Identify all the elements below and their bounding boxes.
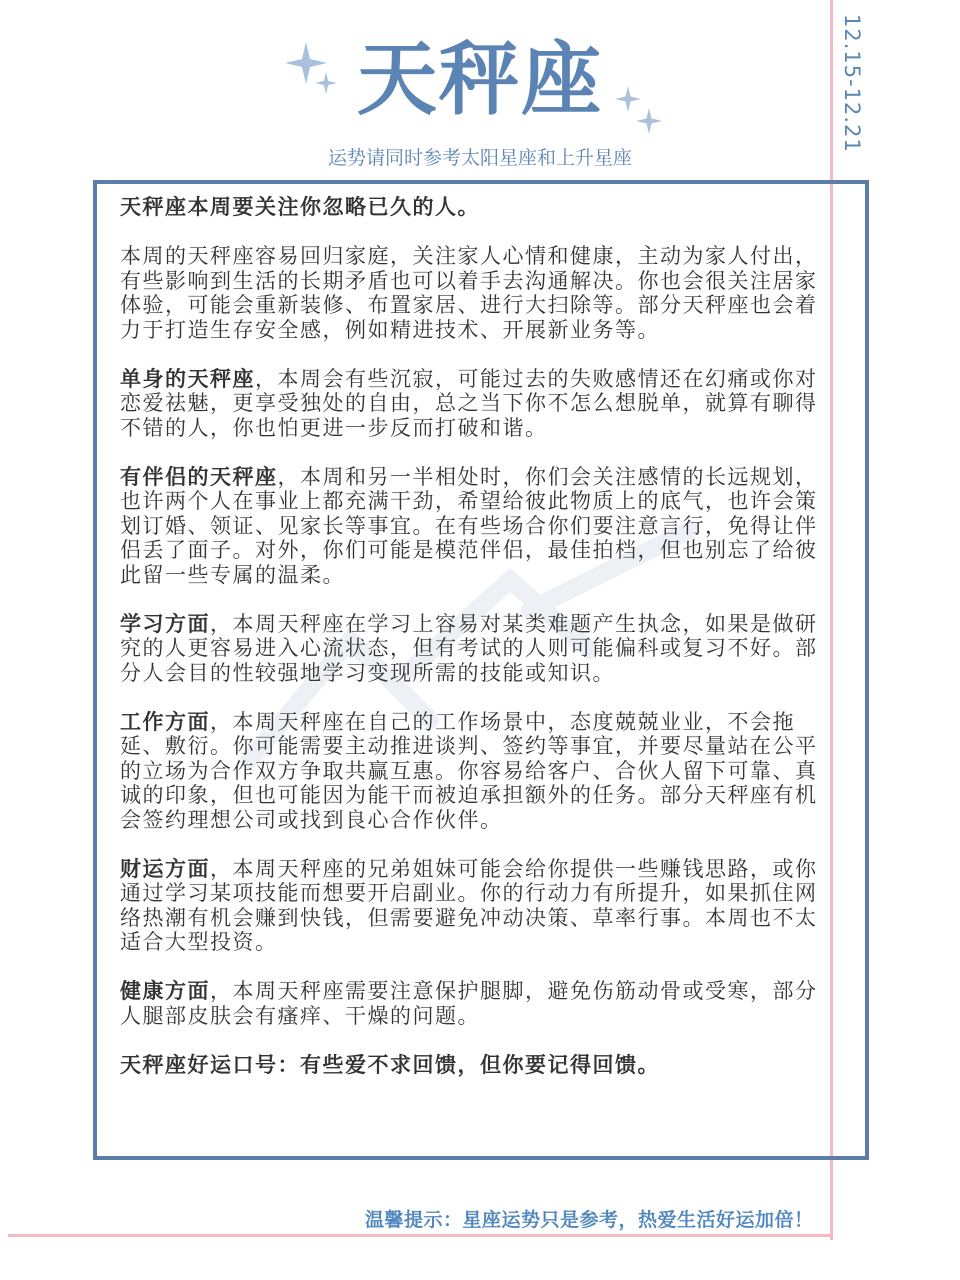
health-label: 健康方面	[120, 979, 210, 1003]
headline: 天秤座本周要关注你忽略已久的人。	[120, 195, 480, 219]
study-paragraph: 学习方面，本周天秤座在学习上容易对某类难题产生执念，如果是做研究的人更容易进入心流状态，但有考试的人则可能偏科或复习不好。部分人会目的性较强地学习变现所需的技能或知识。	[120, 611, 818, 685]
fortune-content	[120, 195, 820, 1077]
slogan: 天秤座好运口号：有些爱不求回馈，但你要记得回馈。	[120, 1052, 660, 1077]
single-label: 单身的天秤座	[120, 366, 255, 391]
single-paragraph: 单身的天秤座，本周会有些沉寂，可能过去的失败感情还在幻痛或你对恋爱祛魅，更享受独处的自由，总之当下你不怎么想脱单，就算有聊得不错的人，你也怕更进一步反而打破和谐。	[120, 366, 818, 440]
partnered-label: 有伴侣的天秤座	[120, 464, 278, 489]
partnered-paragraph: 有伴侣的天秤座，本周和另一半相处时，你们会关注感情的长远规划，也许两个人在事业上都充满干劲，希望给彼此物质上的底气，也许会策划订婚、领证、见家长等事宜。在有些场合你们要注意言行，免得让伴侣丢了面子。对外，你们可能是模范伴侣，最佳拍档，但也别忘了给彼此留一些专属的温柔。	[120, 464, 818, 587]
intro-paragraph: 本周的天秤座容易回归家庭，关注家人心情和健康，主动为家人付出，有些影响到生活的长期矛盾也可以着手去沟通解决。你也会很关注居家体验，可能会重新装修、布置家居、进行大扫除等。部分天秤座也会着力于打造生存安全感，例如精进技术、开展新业务等。	[120, 244, 818, 342]
health-paragraph: 健康方面，本周天秤座需要注意保护腿脚，避免伤筋动骨或受寒，部分人腿部皮肤会有瘙痒、干燥的问题。	[120, 979, 818, 1028]
pink-horizontal-line	[8, 1234, 833, 1237]
sparkle-icon	[636, 108, 662, 134]
wealth-label: 财运方面	[120, 856, 210, 881]
subtitle: 运势请同时参考太阳星座和上升星座	[327, 147, 632, 169]
study-label: 学习方面	[120, 611, 210, 636]
work-label: 工作方面	[120, 709, 210, 734]
work-paragraph: 工作方面，本周天秤座在自己的工作场景中，态度兢兢业业，不会拖延、敷衍。你可能需要主动推进谈判、签约等事宜，并要尽量站在公平的立场为合作双方争取共赢互惠。你容易给客户、合伙人留下可靠、真诚的印象，但也可能因为能干而被迫承担额外的任务。部分天秤座有机会签约理想公司或找到良心合作伙伴。	[120, 709, 818, 832]
sparkle-icon	[315, 72, 337, 94]
wealth-paragraph: 财运方面，本周天秤座的兄弟姐妹可能会给你提供一些赚钱思路，或你通过学习某项技能而想要开启副业。你的行动力有所提升，如果抓住网络热潮有机会赚到快钱，但需要避免冲动决策、草率行事。本周也不太适合大型投资。	[120, 856, 818, 954]
footer-tip: 温馨提示：星座运势只是参考，热爱生活好运加倍！	[365, 1209, 814, 1231]
date-range: 12.15-12.21	[840, 14, 864, 153]
page-title: 天秤座	[357, 33, 603, 126]
